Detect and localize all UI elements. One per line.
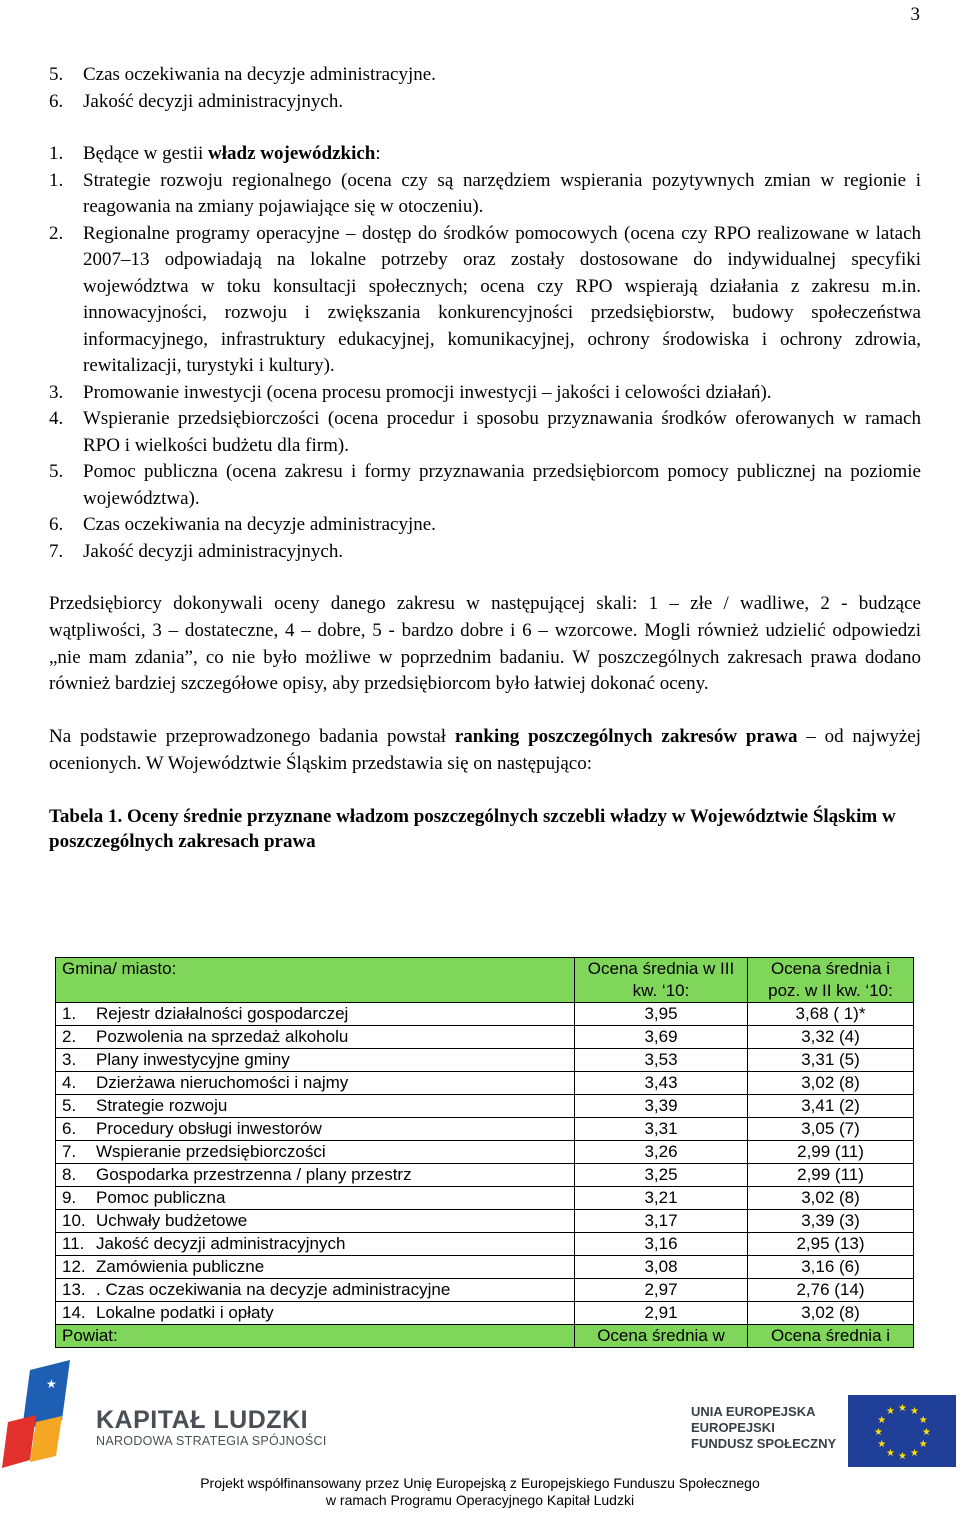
list-item: 5. Pomoc publiczna (ocena zakresu i formy przyznawania przedsiębiorcom pomocy publicznej na poziomie województwa). <box>49 461 921 509</box>
list-item: 6. Jakość decyzji administracyjnych. <box>49 90 344 112</box>
row-q3-cell: 3,53 <box>575 1049 748 1072</box>
eu-star-icon: ★ <box>886 1406 895 1418</box>
table-row <box>56 1164 914 1187</box>
eu-flag-icon <box>848 1395 956 1467</box>
page-footer: Projekt współfinansowany przez Unię Europejską z Europejskiego Funduszu Społecznego w ramach Programu Operacyjnego Kapitał Ludzki <box>200 1475 760 1508</box>
row-name-cell: 14. Lokalne podatki i opłaty <box>56 1302 575 1325</box>
kl-logo-title: KAPITAŁ LUDZKI <box>96 1406 309 1434</box>
footer-q3: Ocena średnia w <box>575 1325 748 1348</box>
row-q2-cell: 3,16 (6) <box>748 1256 914 1279</box>
ranking-paragraph: Na podstawie przeprowadzonego badania powstał ranking poszczególnych zakresów prawa – od najwyżej ocenionych. W Województwie Śląskim przedstawia się on następująco: <box>49 726 922 774</box>
eu-star-icon: ★ <box>922 1427 931 1438</box>
list-item: 1. Strategie rozwoju regionalnego (ocena czy są narzędziem wspierania pozytywnych zmian w regionie i reagowania na zmiany pojawiające się w otoczeniu). <box>49 169 921 217</box>
eu-star-icon: ★ <box>918 1415 928 1426</box>
row-q3-cell: 3,16 <box>575 1233 748 1256</box>
table-caption: Tabela 1. Oceny średnie przyznane władzom poszczególnych szczebli władzy w Województwie Śląskim w poszczególnych zakresach prawa <box>49 805 896 852</box>
list-item: 6. Czas oczekiwania na decyzje administracyjne. <box>49 514 436 535</box>
table-row <box>56 1256 914 1279</box>
row-name-cell: 8. Gospodarka przestrzenna / plany przestrz <box>56 1164 575 1187</box>
table-header-row <box>56 958 914 1003</box>
table-row <box>56 1187 914 1210</box>
top-list <box>49 62 921 115</box>
eu-star-icon: ★ <box>898 1403 907 1414</box>
row-name-cell: 10. Uchwały budżetowe <box>56 1210 575 1233</box>
ratings-table <box>55 957 914 1348</box>
row-name-cell: 4. Dzierżawa nieruchomości i najmy <box>56 1072 575 1095</box>
table-row <box>56 1141 914 1164</box>
table-row <box>56 1072 914 1095</box>
row-q2-cell: 2,99 (11) <box>748 1164 914 1187</box>
row-name-cell: 5. Strategie rozwoju <box>56 1095 575 1118</box>
header-q3: Ocena średnia w III kw. ‘10: <box>575 958 748 1003</box>
row-name-cell: 2. Pozwolenia na sprzedaż alkoholu <box>56 1026 575 1049</box>
row-q2-cell: 2,99 (11) <box>748 1141 914 1164</box>
row-q2-cell: 2,76 (14) <box>748 1279 914 1302</box>
table-row <box>56 1210 914 1233</box>
list-item: 3. Promowanie inwestycji (ocena procesu promocji inwestycji – jakości i celowości działań). <box>49 381 772 403</box>
table-row <box>56 1279 914 1302</box>
table-row <box>56 1233 914 1256</box>
row-name-cell: 1. Rejestr działalności gospodarczej <box>56 1003 575 1026</box>
row-q2-cell: 3,31 (5) <box>748 1049 914 1072</box>
list-item: 7. Jakość decyzji administracyjnych. <box>49 540 344 562</box>
row-q2-cell: 2,95 (13) <box>748 1233 914 1256</box>
row-q3-cell: 3,39 <box>575 1095 748 1118</box>
table-footer-row <box>56 1325 914 1348</box>
scale-paragraph: Przedsiębiorcy dokonywali oceny danego zakresu w następującej skali: 1 – złe / wadliwe, 2 - budzące wątpliwości, 3 – dostateczne, 4 – dobre, 5 - bardzo dobre i 6 – wzorcowe. Mogli również udzielić odpowiedzi „nie mam zdania”, co nie było możliwe w poprzednim badaniu. W poszczególnych zakresach prawa dodano również bardziej szczegółowe opisy, aby przedsiębiorcom było łatwiej dokonać oceny. <box>49 593 921 695</box>
row-name-cell: 13. . Czas oczekiwania na decyzje administracyjne <box>56 1279 575 1302</box>
row-name-cell: 7. Wspieranie przedsiębiorczości <box>56 1141 575 1164</box>
eu-star-icon: ★ <box>877 1439 887 1450</box>
list-item: 2. Regionalne programy operacyjne – dostęp do środków pomocowych (ocena czy RPO realizowane w latach 2007–13 odpowiadają na lokalne potrzeby oraz zostały dostosowane do indywidualnej specyfiki województwa w toku konsultacji społecznych; ocena czy RPO wspierają działania z zakresu m.in. innowacyjności, rozwoju i zwiększania konkurencyjności przedsiębiorstw, budowy społeczeństwa informacyjnego, infrastruktury edukacyjnej, komunikacyjnej, ochrony środowiska i ochrony zdrowia, rewitalizacji, turystyki i kultury). <box>49 222 921 376</box>
row-name-cell: 11. Jakość decyzji administracyjnych <box>56 1233 575 1256</box>
page-number: 3 <box>910 4 920 25</box>
row-q3-cell: 2,91 <box>575 1302 748 1325</box>
row-q2-cell: 3,41 (2) <box>748 1095 914 1118</box>
row-q3-cell: 3,69 <box>575 1026 748 1049</box>
regional-list <box>49 168 921 566</box>
eu-star-icon: ★ <box>918 1439 928 1450</box>
row-q3-cell: 3,08 <box>575 1256 748 1279</box>
list-item: 5. Czas oczekiwania na decyzje administracyjne. <box>49 64 436 85</box>
row-name-cell: 9. Pomoc publiczna <box>56 1187 575 1210</box>
eu-star-icon: ★ <box>898 1451 907 1462</box>
kl-logo-subtitle: NARODOWA STRATEGIA SPÓJNOŚCI <box>96 1434 327 1448</box>
table-row <box>56 1302 914 1325</box>
table-row <box>56 1049 914 1072</box>
eu-star-icon: ★ <box>874 1427 883 1438</box>
row-q3-cell: 3,26 <box>575 1141 748 1164</box>
eu-star-icon: ★ <box>877 1415 887 1426</box>
row-q2-cell: 3,02 (8) <box>748 1072 914 1095</box>
row-q2-cell: 3,32 (4) <box>748 1026 914 1049</box>
row-q3-cell: 3,17 <box>575 1210 748 1233</box>
eu-star-icon: ★ <box>910 1447 919 1459</box>
row-q3-cell: 3,25 <box>575 1164 748 1187</box>
list-item: 4. Wspieranie przedsiębiorczości (ocena procedur i sposobu przyznawania środków oferowanych w ramach RPO i wielkości budżetu dla firm). <box>49 408 921 456</box>
table-row <box>56 1118 914 1141</box>
table-row <box>56 1026 914 1049</box>
row-q2-cell: 3,05 (7) <box>748 1118 914 1141</box>
table-row <box>56 1095 914 1118</box>
footer-powiat: Powiat: <box>56 1325 575 1348</box>
row-q3-cell: 3,31 <box>575 1118 748 1141</box>
row-name-cell: 6. Procedury obsługi inwestorów <box>56 1118 575 1141</box>
document-body <box>49 62 921 854</box>
kl-logo-star-icon: ★ <box>46 1377 57 1391</box>
row-name-cell: 3. Plany inwestycyjne gminy <box>56 1049 575 1072</box>
header-gmina: Gmina/ miasto: <box>56 958 575 1003</box>
eu-logo-text: UNIA EUROPEJSKA EUROPEJSKI FUNDUSZ SPOŁECZNY <box>691 1404 837 1451</box>
table-row <box>56 1003 914 1026</box>
row-q2-cell: 3,02 (8) <box>748 1187 914 1210</box>
eu-star-icon: ★ <box>910 1406 919 1418</box>
row-q2-cell: 3,02 (8) <box>748 1302 914 1325</box>
row-q3-cell: 2,97 <box>575 1279 748 1302</box>
row-q3-cell: 3,21 <box>575 1187 748 1210</box>
footer-q2: Ocena średnia i <box>748 1325 914 1348</box>
eu-star-icon: ★ <box>886 1447 895 1459</box>
section-heading: 1. Będące w gestii władz wojewódzkich: <box>49 143 381 164</box>
row-q2-cell: 3,68 ( 1)* <box>748 1003 914 1026</box>
header-q2: Ocena średnia i poz. w II kw. ‘10: <box>748 958 914 1003</box>
row-name-cell: 12. Zamówienia publiczne <box>56 1256 575 1279</box>
row-q3-cell: 3,95 <box>575 1003 748 1026</box>
row-q2-cell: 3,39 (3) <box>748 1210 914 1233</box>
row-q3-cell: 3,43 <box>575 1072 748 1095</box>
